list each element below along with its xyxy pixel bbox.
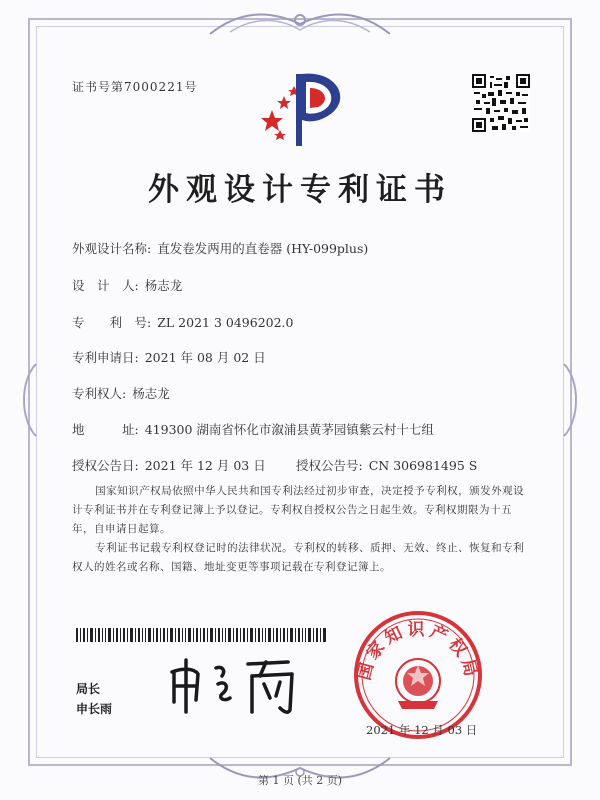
grant-number-row: [296, 456, 477, 474]
design-name-row: [72, 239, 368, 257]
patent-number-row: [72, 313, 294, 331]
grant-date-label: 授权公告日:: [72, 458, 139, 473]
filing-date-row: [72, 348, 266, 366]
patentee-row: [72, 384, 170, 402]
grant-date-row: [72, 456, 266, 474]
seal-text: 国家知识产权局: [354, 620, 482, 683]
top-ornament-icon: [200, 6, 400, 40]
filing-date-value: 2021 年 08 月 02 日: [144, 350, 266, 365]
signatory-title: 局长: [76, 682, 101, 696]
certificate-number: [72, 78, 197, 95]
certificate-number-value: 7000221: [124, 80, 185, 94]
address-row: [72, 420, 434, 438]
grant-number-label: 授权公告号:: [296, 458, 363, 473]
signatory-name: 申长雨: [76, 702, 113, 716]
legal-status-paragraph: 专利证书记载专利权登记时的法律状况。专利权的转移、质押、无效、终止、恢复和专利权人的姓名或名称、国籍、地址变更等事项记载在专利登记簿上。: [72, 542, 525, 573]
patent-number-label: 专 利 号:: [72, 315, 152, 330]
certificate-number-suffix: 号: [184, 80, 198, 94]
patentee-value: 杨志龙: [132, 386, 170, 401]
qr-code-icon: [472, 74, 530, 132]
address-label: 地 址:: [72, 422, 139, 437]
grant-number-value: CN 306981495 S: [368, 458, 478, 473]
grant-date-value: 2021 年 12 月 03 日: [144, 458, 266, 473]
right-ornament-icon: [560, 360, 582, 440]
page-number: 第 1 页 (共 2 页): [257, 774, 343, 787]
barcode-icon: [76, 628, 326, 642]
designer-row: [72, 276, 182, 294]
seal-date: 2021 年 12 月 03 日: [366, 723, 478, 737]
patent-number-value: ZL 2021 3 0496202.0: [157, 315, 294, 330]
design-name-value: 直发卷发两用的直卷器 (HY-099plus): [157, 241, 369, 256]
designer-value: 杨志龙: [144, 278, 183, 293]
handwritten-signature: [160, 650, 310, 720]
filing-date-label: 专利申请日:: [72, 350, 139, 365]
patentee-label: 专利权人:: [72, 386, 127, 401]
certificate-number-label: 证书号第: [72, 80, 125, 94]
address-value: 419300 湖南省怀化市溆浦县黄茅园镇紫云村十七组: [144, 422, 434, 437]
design-name-label: 外观设计名称:: [72, 241, 152, 256]
designer-label: 设 计 人:: [72, 278, 139, 293]
grant-statement-paragraph: 国家知识产权局依照中华人民共和国专利法经过初步审查，决定授予专利权，颁发外观设计专利证书并在专利登记簿上予以登记。专利权自授权公告之日起生效。专利权期限为十五年，自申请日起算。: [72, 485, 525, 535]
certificate-title: 外观设计专利证书: [148, 172, 452, 208]
left-ornament-icon: [18, 360, 40, 440]
patent-office-logo-icon: [250, 64, 360, 150]
